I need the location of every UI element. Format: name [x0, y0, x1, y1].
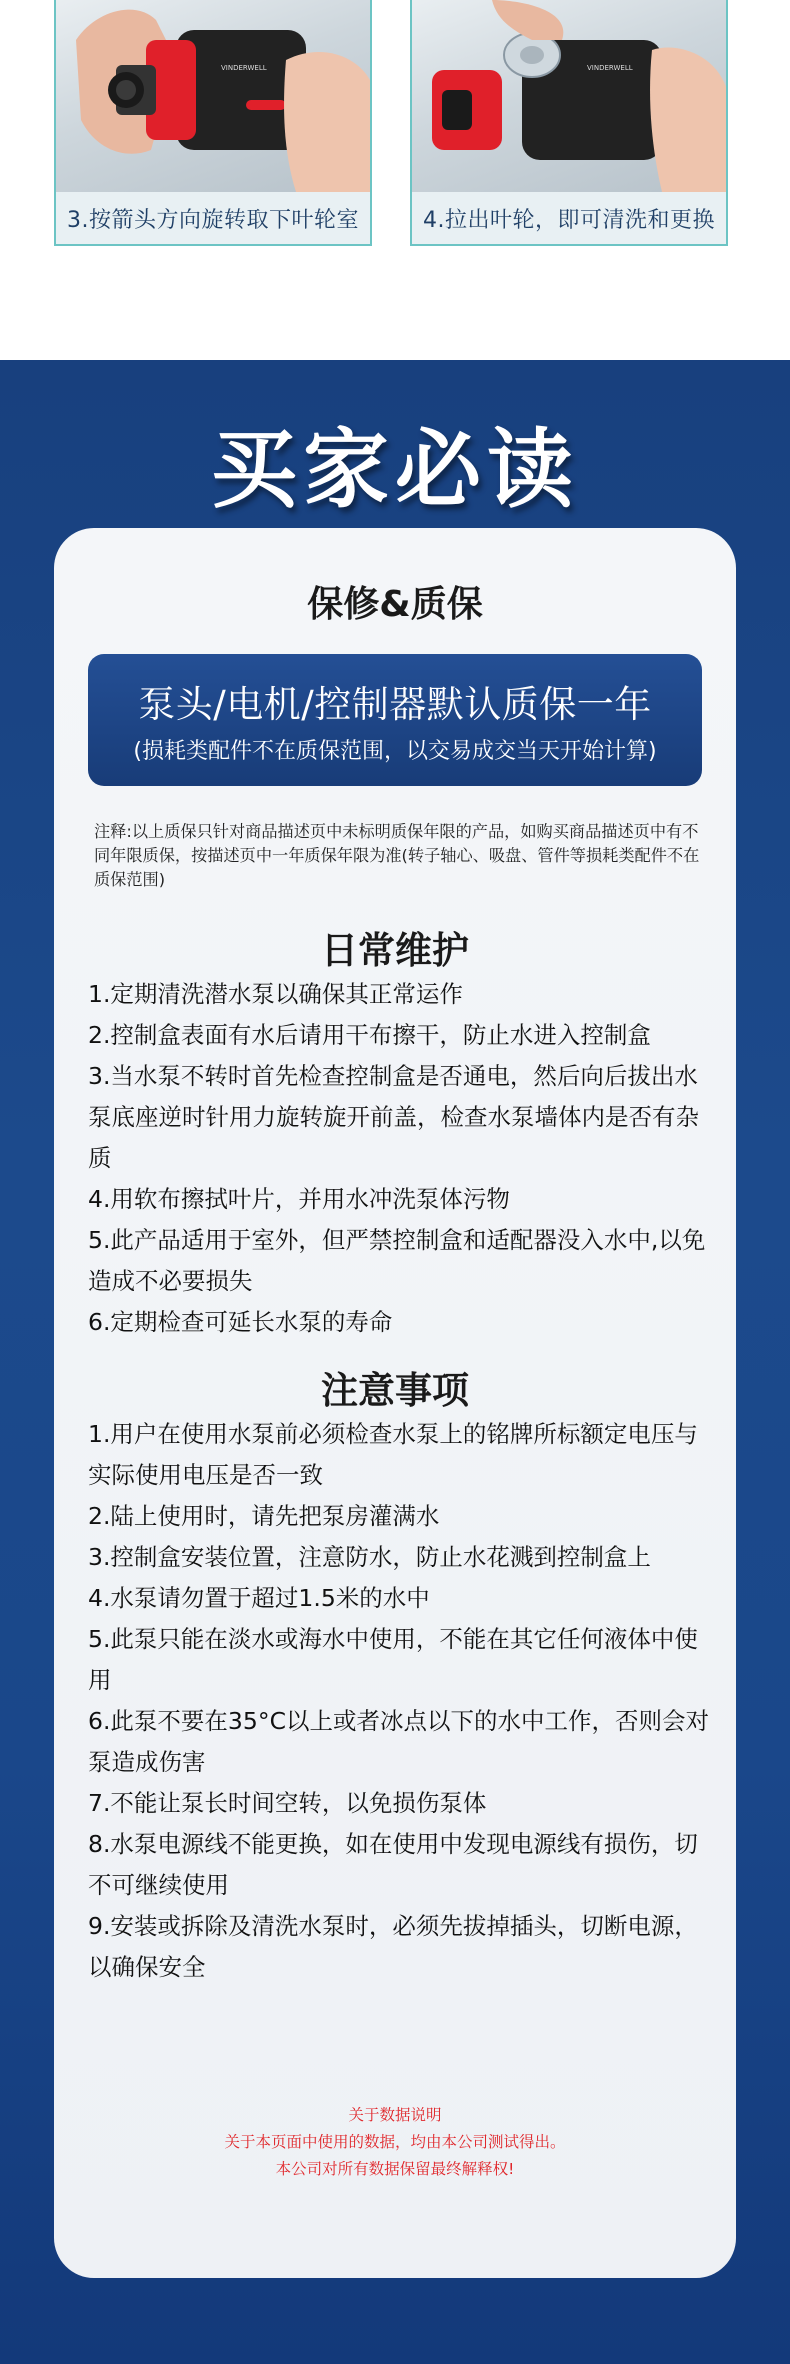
photo-card-remove-impeller-chamber — [54, 0, 372, 246]
warranty-title: 保修&质保 — [307, 584, 483, 625]
caution-item: 1.用户在使用水泵前必须检查水泵上的铭牌所标额定电压与实际使用电压是否一致 — [88, 1420, 698, 1489]
photo-caption: 3.按箭头方向旋转取下叶轮室 — [56, 192, 370, 244]
photo-pull-impeller — [412, 0, 726, 192]
cautions-list — [88, 1414, 718, 1988]
product-photo-strip — [0, 0, 790, 262]
caution-item: 9.安装或拆除及清洗水泵时，必须先拔掉插头，切断电源，以确保安全 — [88, 1912, 698, 1981]
disclaimer-line: 本公司对所有数据保留最终解释权! — [275, 2160, 515, 2178]
caution-item: 4.水泵请勿置于超过1.5米的水中 — [88, 1584, 430, 1612]
maintenance-list — [88, 974, 718, 1343]
svg-text:VINDERWELL: VINDERWELL — [221, 64, 267, 72]
impeller-hands-illustration — [412, 0, 726, 192]
maintenance-item: 4.用软布擦拭叶片，并用水冲洗泵体污物 — [88, 1185, 510, 1213]
caution-item: 8.水泵电源线不能更换，如在使用中发现电源线有损伤，切不可继续使用 — [88, 1830, 698, 1899]
caution-item: 7.不能让泵长时间空转，以免损伤泵体 — [88, 1789, 487, 1817]
disclaimer-line: 关于数据说明 — [348, 2106, 442, 2124]
warranty-note: 注释:以上质保只针对商品描述页中未标明质保年限的产品，如购买商品描述页中有不同年限质保，按描述页中一年质保年限为准(转子轴心、吸盘、管件等损耗类配件不在质保范围) — [94, 822, 700, 889]
warranty-main-text: 泵头/电机/控制器默认质保一年 — [138, 683, 652, 726]
maintenance-item: 1.定期清洗潜水泵以确保其正常运作 — [88, 980, 463, 1008]
buyer-notice-section — [0, 360, 790, 2364]
data-disclaimer — [54, 2102, 736, 2183]
caution-item: 2.陆上使用时，请先把泵房灌满水 — [88, 1502, 440, 1530]
photo-remove-impeller-chamber — [56, 0, 370, 192]
main-title: 买家必读 — [211, 420, 579, 520]
caution-item: 6.此泵不要在35°C以上或者冰点以下的水中工作，否则会对泵造成伤害 — [88, 1707, 709, 1776]
caution-item: 5.此泵只能在淡水或海水中使用，不能在其它任何液体中使用 — [88, 1625, 698, 1694]
warranty-sub-text: (损耗类配件不在质保范围，以交易成交当天开始计算) — [133, 739, 657, 764]
disclaimer-line: 关于本页面中使用的数据，均由本公司测试得出。 — [224, 2133, 566, 2151]
maintenance-item: 6.定期检查可延长水泵的寿命 — [88, 1308, 393, 1336]
photo-card-pull-impeller — [410, 0, 728, 246]
maintenance-item: 5.此产品适用于室外，但严禁控制盒和适配器没入水中,以免造成不必要损失 — [88, 1226, 706, 1295]
cautions-title: 注意事项 — [321, 1369, 469, 1412]
maintenance-title: 日常维护 — [321, 929, 469, 972]
pump-hands-illustration — [56, 0, 370, 192]
warranty-highlight-box — [88, 654, 702, 786]
caution-item: 3.控制盒安装位置，注意防水，防止水花溅到控制盒上 — [88, 1543, 651, 1571]
maintenance-item: 2.控制盒表面有水后请用干布擦干，防止水进入控制盒 — [88, 1021, 651, 1049]
notice-panel — [54, 528, 736, 2278]
maintenance-item: 3.当水泵不转时首先检查控制盒是否通电，然后向后拔出水泵底座逆时针用力旋转旋开前盖，检查水泵墙体内是否有杂质 — [88, 1062, 699, 1172]
svg-text:VINDERWELL: VINDERWELL — [587, 64, 633, 72]
photo-caption: 4.拉出叶轮，即可清洗和更换 — [412, 192, 726, 244]
